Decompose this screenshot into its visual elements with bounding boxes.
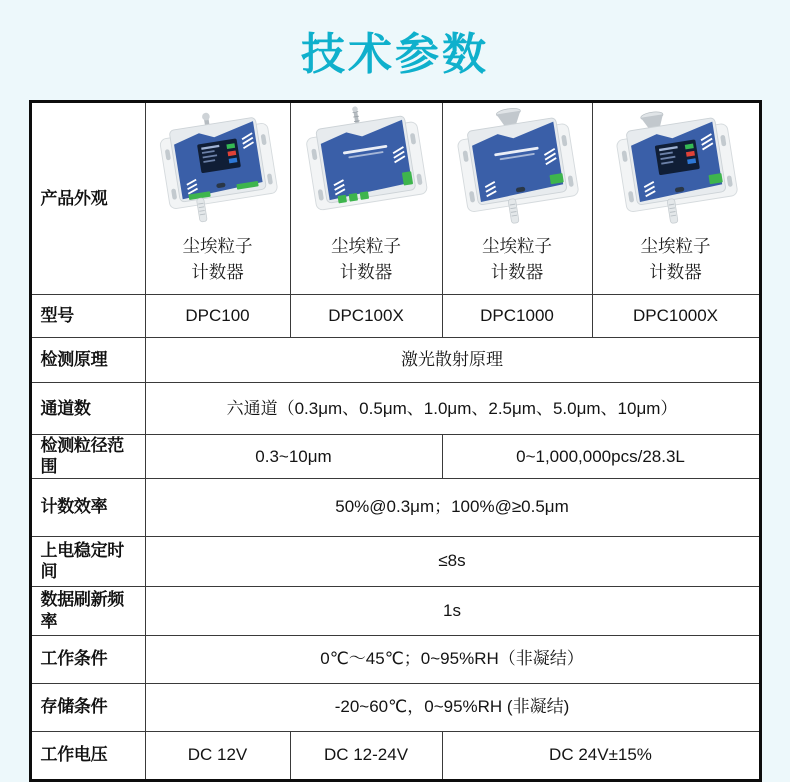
product-caption: 尘埃粒子 计数器 (331, 236, 401, 282)
row-label-appearance: 产品外观 (30, 102, 145, 295)
product-image-dpc1000 (447, 103, 588, 231)
row-label-stabilize: 上电稳定时间 (30, 536, 145, 586)
cell-efficiency: 50%@0.3μm；100%@≥0.5μm (145, 478, 760, 536)
product-caption: 尘埃粒子 计数器 (640, 236, 711, 282)
cell-model-dpc100x: DPC100X (290, 295, 442, 338)
row-label-storage: 存储条件 (30, 683, 145, 731)
cell-principle: 激光散射原理 (145, 338, 760, 383)
row-storage (30, 683, 760, 731)
product-caption: 尘埃粒子 计数器 (482, 236, 552, 282)
row-principle (30, 338, 760, 383)
row-stabilize (30, 536, 760, 586)
row-label-voltage: 工作电压 (30, 731, 145, 780)
row-model (30, 295, 760, 338)
particle-counter-plain-funnel-icon (447, 104, 587, 230)
particle-counter-plain-antenna-icon (296, 104, 436, 230)
product-image-dpc100 (150, 103, 286, 231)
cell-product-dpc100 (145, 102, 290, 295)
cell-channels: 六通道（0.3μm、0.5μm、1.0μm、2.5μm、5.0μm、10μm） (145, 383, 760, 435)
row-label-efficiency: 计数效率 (30, 478, 145, 536)
cell-product-dpc100x (290, 102, 442, 295)
cell-product-dpc1000 (442, 102, 592, 295)
row-working (30, 635, 760, 683)
page-header (0, 0, 790, 100)
cell-voltage-dpc100: DC 12V (145, 731, 290, 780)
cell-model-dpc1000: DPC1000 (442, 295, 592, 338)
cell-concentration-range: 0~1,000,000pcs/28.3L (442, 435, 760, 479)
row-label-principle: 检测原理 (30, 338, 145, 383)
row-channels (30, 383, 760, 435)
spec-table (29, 100, 762, 782)
cell-voltage-dpc1000: DC 24V±15% (442, 731, 760, 780)
cell-product-dpc1000x (592, 102, 760, 295)
cell-model-dpc100: DPC100 (145, 295, 290, 338)
product-caption: 尘埃粒子 计数器 (182, 236, 253, 282)
cell-size-range: 0.3~10μm (145, 435, 442, 479)
row-label-model: 型号 (30, 295, 145, 338)
row-efficiency (30, 478, 760, 536)
cell-working: 0℃～45℃；0~95%RH（非凝结） (145, 635, 760, 683)
cell-voltage-dpc100x: DC 12-24V (290, 731, 442, 780)
cell-stabilize: ≤8s (145, 536, 760, 586)
cell-refresh: 1s (145, 586, 760, 635)
row-size-range (30, 435, 760, 479)
row-voltage (30, 731, 760, 780)
cell-storage: -20~60℃，0~95%RH (非凝结) (145, 683, 760, 731)
row-label-working: 工作条件 (30, 635, 145, 683)
product-image-dpc1000x (597, 103, 755, 231)
particle-counter-screen-antenna-icon (150, 104, 286, 230)
row-appearance (30, 102, 760, 295)
page-title: 技术参数 (301, 30, 489, 79)
particle-counter-screen-funnel-icon (606, 104, 746, 230)
row-label-channels: 通道数 (30, 383, 145, 435)
row-refresh (30, 586, 760, 635)
cell-model-dpc1000x: DPC1000X (592, 295, 760, 338)
row-label-size-range: 检测粒径范围 (30, 435, 145, 479)
row-label-refresh: 数据刷新频率 (30, 586, 145, 635)
product-image-dpc100x (295, 103, 438, 231)
